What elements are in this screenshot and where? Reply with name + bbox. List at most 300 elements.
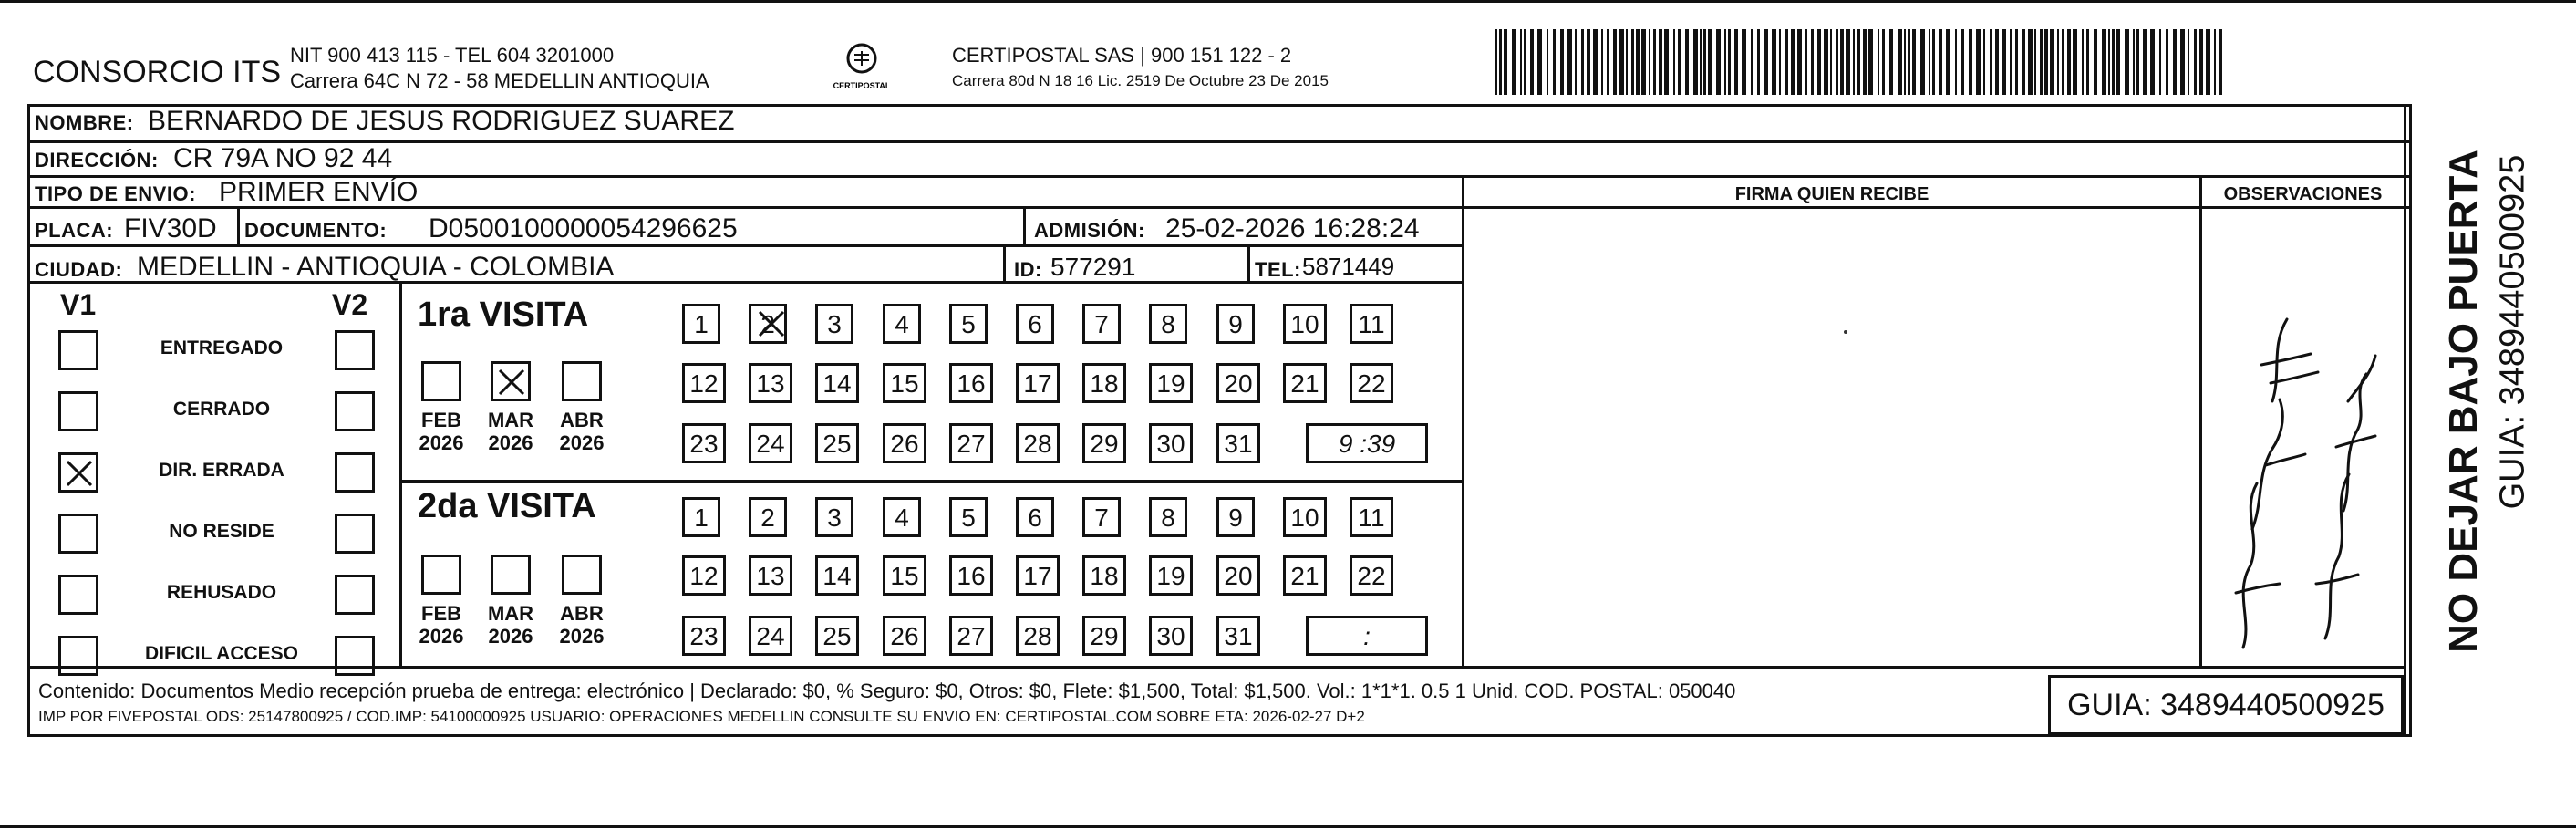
barcode-bar bbox=[2166, 29, 2168, 95]
day-box[interactable] bbox=[815, 555, 859, 596]
barcode-bar bbox=[1613, 29, 1617, 95]
month-label bbox=[483, 602, 538, 648]
admision-label: ADMISIÓN: bbox=[1034, 219, 1145, 242]
barcode-bar bbox=[1631, 29, 1634, 95]
v2-checkbox[interactable] bbox=[335, 636, 375, 676]
month-checkbox[interactable] bbox=[491, 555, 531, 595]
barcode-bar bbox=[1811, 29, 1814, 95]
option-label: CERRADO bbox=[172, 399, 271, 420]
barcode-bar bbox=[2206, 29, 2210, 95]
barcode-bar bbox=[1751, 29, 1753, 95]
day-box[interactable] bbox=[682, 423, 726, 463]
barcode-bar bbox=[1716, 29, 1721, 95]
day-box[interactable] bbox=[815, 497, 853, 537]
column-divider bbox=[1462, 175, 1464, 666]
barcode-bar bbox=[1685, 29, 1689, 95]
day-box[interactable] bbox=[1149, 363, 1193, 403]
month-name: ABR bbox=[560, 409, 604, 431]
day-number: 7 bbox=[1094, 503, 1109, 532]
day-number: 25 bbox=[822, 622, 852, 650]
day-box[interactable] bbox=[749, 304, 787, 344]
v1-checkbox[interactable] bbox=[58, 575, 98, 615]
barcode-bar bbox=[1504, 29, 1507, 95]
month-year: 2026 bbox=[559, 625, 605, 648]
guia-value: GUIA: 3489440500925 bbox=[2067, 688, 2385, 722]
barcode-bar bbox=[1575, 29, 1577, 95]
day-box[interactable] bbox=[1283, 497, 1327, 537]
day-number: 14 bbox=[822, 562, 852, 590]
documento-label: DOCUMENTO: bbox=[244, 219, 388, 242]
ciudad-value: MEDELLIN - ANTIOQUIA - COLOMBIA bbox=[137, 252, 615, 282]
day-box[interactable] bbox=[949, 555, 993, 596]
day-number: 30 bbox=[1156, 622, 1185, 650]
x-mark-icon bbox=[757, 309, 786, 348]
day-box[interactable] bbox=[815, 616, 859, 656]
barcode-bar bbox=[1912, 29, 1916, 95]
day-box[interactable] bbox=[749, 616, 792, 656]
day-number: 1 bbox=[694, 310, 709, 338]
v1-checkbox[interactable] bbox=[58, 452, 98, 493]
barcode-bar bbox=[1547, 29, 1548, 95]
barcode-bar bbox=[1520, 29, 1522, 95]
barcode-bar bbox=[2219, 29, 2222, 95]
day-number: 4 bbox=[895, 503, 909, 532]
barcode-bar bbox=[1560, 29, 1564, 95]
day-box[interactable] bbox=[1016, 363, 1060, 403]
day-number: 30 bbox=[1156, 430, 1185, 458]
v2-checkbox[interactable] bbox=[335, 391, 375, 431]
day-box[interactable] bbox=[1216, 497, 1255, 537]
id-value: 577291 bbox=[1050, 253, 1136, 281]
option-label: ENTREGADO bbox=[160, 337, 284, 358]
barcode-bar bbox=[1929, 29, 1930, 95]
day-number: 28 bbox=[1023, 430, 1052, 458]
day-box[interactable] bbox=[1149, 616, 1193, 656]
day-number: 26 bbox=[890, 622, 919, 650]
day-number: 16 bbox=[957, 369, 986, 398]
first-visit-title: 1ra VISITA bbox=[418, 296, 589, 334]
day-number: 14 bbox=[822, 369, 852, 398]
day-number: 24 bbox=[756, 430, 785, 458]
time-value: 9 :39 bbox=[1338, 430, 1396, 458]
observaciones-header: OBSERVACIONES bbox=[2223, 184, 2383, 204]
barcode-bar bbox=[2050, 29, 2054, 95]
day-number: 11 bbox=[1358, 310, 1385, 338]
barcode-bar bbox=[1785, 29, 1788, 95]
day-box[interactable] bbox=[1016, 616, 1060, 656]
day-number: 22 bbox=[1357, 562, 1386, 590]
firma-header: FIRMA QUIEN RECIBE bbox=[1734, 184, 1929, 204]
time-box[interactable] bbox=[1306, 423, 1428, 463]
barcode-bar bbox=[1757, 29, 1760, 95]
barcode-bar bbox=[2022, 29, 2025, 95]
day-box[interactable] bbox=[883, 423, 926, 463]
x-mark-icon bbox=[497, 368, 526, 401]
day-number: 10 bbox=[1290, 310, 1319, 338]
month-label bbox=[414, 602, 469, 648]
v1-checkbox[interactable] bbox=[58, 514, 98, 554]
day-box[interactable] bbox=[883, 304, 921, 344]
barcode-bar bbox=[1764, 29, 1768, 95]
barcode-bar bbox=[1512, 29, 1516, 95]
documento-value: D0500100000054296625 bbox=[429, 213, 738, 244]
day-box[interactable] bbox=[883, 363, 926, 403]
barcode-bar bbox=[1904, 29, 1906, 95]
barcode-bar bbox=[2073, 29, 2077, 95]
day-number: 31 bbox=[1224, 622, 1253, 650]
v1-label: V1 bbox=[60, 288, 97, 321]
v1-checkbox[interactable] bbox=[58, 330, 98, 370]
barcode-bar bbox=[1853, 29, 1855, 95]
option-label: REHUSADO bbox=[166, 582, 277, 603]
barcode-bar bbox=[2062, 29, 2064, 95]
day-box[interactable] bbox=[1082, 363, 1126, 403]
option-label: DIFICIL ACCESO bbox=[144, 643, 298, 664]
barcode-bar bbox=[1530, 29, 1534, 95]
barcode-bar bbox=[2094, 29, 2097, 95]
day-number: 6 bbox=[1028, 503, 1042, 532]
barcode-bar bbox=[2136, 29, 2139, 95]
barcode-bar bbox=[2057, 29, 2059, 95]
day-number: 11 bbox=[1358, 503, 1385, 532]
day-box[interactable] bbox=[1283, 304, 1327, 344]
barcode-bar bbox=[2173, 29, 2177, 95]
barcode-bar bbox=[2125, 29, 2129, 95]
day-box[interactable] bbox=[1216, 555, 1260, 596]
cell-divider bbox=[1023, 209, 1026, 247]
barcode-bar bbox=[2034, 29, 2036, 95]
day-number: 18 bbox=[1090, 562, 1119, 590]
day-number: 5 bbox=[961, 503, 976, 532]
barcode-bar bbox=[2116, 29, 2120, 95]
day-box[interactable] bbox=[1216, 363, 1260, 403]
cell-divider bbox=[1247, 247, 1250, 284]
month-name: FEB bbox=[421, 602, 461, 625]
barcode-bar bbox=[1882, 29, 1885, 95]
day-box[interactable] bbox=[1350, 555, 1393, 596]
barcode-bar bbox=[1805, 29, 1807, 95]
barcode-bar bbox=[2086, 29, 2089, 95]
day-number: 29 bbox=[1090, 622, 1119, 650]
barcode-bar bbox=[1863, 29, 1867, 95]
day-number: 13 bbox=[756, 369, 785, 398]
v2-checkbox[interactable] bbox=[335, 575, 375, 615]
barcode-bar bbox=[1791, 29, 1795, 95]
admision-value: 25-02-2026 16:28:24 bbox=[1165, 213, 1420, 244]
day-number: 23 bbox=[689, 622, 719, 650]
barcode-bar bbox=[1581, 29, 1584, 95]
placa-label: PLACA: bbox=[35, 219, 114, 242]
month-checkbox[interactable] bbox=[491, 361, 531, 401]
barcode-bar bbox=[1898, 29, 1902, 95]
barcode-bar bbox=[2028, 29, 2033, 95]
day-box[interactable] bbox=[883, 616, 926, 656]
carrier-line-2: Carrera 80d N 18 16 Lic. 2519 De Octubre 23 De 2015 bbox=[952, 72, 1329, 89]
month-label bbox=[414, 409, 469, 454]
month-year: 2026 bbox=[488, 625, 533, 648]
time-box[interactable] bbox=[1306, 616, 1428, 656]
barcode-bar bbox=[1728, 29, 1731, 95]
day-box[interactable] bbox=[1149, 555, 1193, 596]
barcode-bar bbox=[2040, 29, 2043, 95]
time-value: : bbox=[1363, 622, 1371, 650]
day-box[interactable] bbox=[1350, 304, 1393, 344]
barcode-bar bbox=[1932, 29, 1935, 95]
day-box[interactable] bbox=[1016, 497, 1054, 537]
day-number: 28 bbox=[1023, 622, 1052, 650]
month-label bbox=[554, 602, 609, 648]
day-box[interactable] bbox=[1216, 304, 1255, 344]
barcode-bar bbox=[1840, 29, 1844, 95]
company-line-2: Carrera 64C N 72 - 58 MEDELLIN ANTIOQUIA bbox=[290, 69, 709, 92]
column-divider bbox=[2199, 175, 2202, 666]
barcode-bar bbox=[1636, 29, 1640, 95]
day-box[interactable] bbox=[749, 423, 792, 463]
barcode-bar bbox=[2010, 29, 2012, 95]
option-label: NO RESIDE bbox=[169, 521, 274, 542]
day-number: 1 bbox=[694, 503, 709, 532]
day-number: 12 bbox=[689, 369, 719, 398]
day-box[interactable] bbox=[815, 363, 859, 403]
barcode-bar bbox=[1700, 29, 1702, 95]
top-border-line bbox=[0, 0, 2576, 3]
id-label: ID: bbox=[1014, 258, 1042, 281]
barcode-bar bbox=[2180, 29, 2185, 95]
day-number: 12 bbox=[689, 562, 719, 590]
day-number: 17 bbox=[1023, 562, 1052, 590]
barcode-bar bbox=[1824, 29, 1828, 95]
day-box[interactable] bbox=[682, 363, 726, 403]
barcode-bar bbox=[1742, 29, 1746, 95]
day-box[interactable] bbox=[749, 555, 792, 596]
day-number: 7 bbox=[1094, 310, 1109, 338]
barcode-icon bbox=[1495, 29, 2229, 95]
barcode-bar bbox=[2108, 29, 2110, 95]
x-mark-icon bbox=[65, 459, 94, 493]
day-box[interactable] bbox=[1082, 497, 1121, 537]
day-number: 2 bbox=[760, 310, 775, 338]
ciudad-label: CIUDAD: bbox=[35, 258, 123, 281]
day-box[interactable] bbox=[682, 497, 720, 537]
side-warning-text: NO DEJAR BAJO PUERTA bbox=[2441, 150, 2486, 653]
day-number: 8 bbox=[1161, 310, 1175, 338]
day-box[interactable] bbox=[949, 423, 993, 463]
barcode-bar bbox=[1995, 29, 1999, 95]
day-box[interactable] bbox=[1350, 363, 1393, 403]
day-box[interactable] bbox=[1082, 304, 1121, 344]
month-name: MAR bbox=[487, 409, 534, 431]
direccion-value: CR 79A NO 92 44 bbox=[173, 143, 393, 173]
day-number: 24 bbox=[756, 622, 785, 650]
day-box[interactable] bbox=[815, 423, 859, 463]
barcode-bar bbox=[1817, 29, 1821, 95]
day-number: 13 bbox=[756, 562, 785, 590]
barcode-bar bbox=[1983, 29, 1985, 95]
day-box[interactable] bbox=[1149, 497, 1187, 537]
day-number: 21 bbox=[1290, 369, 1319, 398]
barcode-bar bbox=[2102, 29, 2106, 95]
day-box[interactable] bbox=[749, 497, 787, 537]
month-checkbox[interactable] bbox=[421, 555, 461, 595]
day-number: 5 bbox=[961, 310, 976, 338]
barcode-bar bbox=[1495, 29, 1497, 95]
column-divider bbox=[2404, 104, 2406, 737]
day-box[interactable] bbox=[1216, 423, 1260, 463]
day-number: 15 bbox=[890, 369, 919, 398]
month-checkbox[interactable] bbox=[562, 361, 602, 401]
v2-checkbox[interactable] bbox=[335, 452, 375, 493]
day-number: 3 bbox=[827, 310, 842, 338]
day-box[interactable] bbox=[1082, 616, 1126, 656]
day-box[interactable] bbox=[883, 497, 921, 537]
day-box[interactable] bbox=[1283, 363, 1327, 403]
day-number: 17 bbox=[1023, 369, 1052, 398]
barcode-bar bbox=[1734, 29, 1738, 95]
v2-checkbox[interactable] bbox=[335, 330, 375, 370]
barcode-bar bbox=[2214, 29, 2216, 95]
barcode-bar bbox=[1601, 29, 1603, 95]
day-box[interactable] bbox=[949, 616, 993, 656]
footer-line-1: Contenido: Documentos Medio recepción prueba de entrega: electrónico | Declarado: $0, % Seguro: $0, Otros: $0, Flete: $1,500, Total: $1,500. Vol.: 1*1*1. 0.5 1 Unid. COD. POSTAL: 050040 bbox=[38, 680, 1736, 702]
day-number: 16 bbox=[957, 562, 986, 590]
bottom-border-line bbox=[0, 825, 2576, 828]
barcode-bar bbox=[1920, 29, 1925, 95]
day-box[interactable] bbox=[1149, 423, 1193, 463]
v2-checkbox[interactable] bbox=[335, 514, 375, 554]
month-year: 2026 bbox=[419, 625, 464, 648]
visits-divider bbox=[402, 480, 1462, 483]
day-box[interactable] bbox=[1082, 423, 1126, 463]
barcode-bar bbox=[1653, 29, 1656, 95]
day-box[interactable] bbox=[1082, 555, 1126, 596]
day-number: 8 bbox=[1161, 503, 1175, 532]
month-label bbox=[554, 409, 609, 454]
day-box[interactable] bbox=[682, 555, 726, 596]
barcode-bar bbox=[1693, 29, 1698, 95]
side-guia-text: GUIA: 3489440500925 bbox=[2493, 154, 2532, 510]
barcode-bar bbox=[1724, 29, 1726, 95]
barcode-bar bbox=[2143, 29, 2147, 95]
barcode-bar bbox=[2199, 29, 2203, 95]
day-box[interactable] bbox=[949, 497, 988, 537]
certipostal-logo bbox=[830, 40, 894, 95]
stray-dot bbox=[1844, 330, 1847, 334]
barcode-bar bbox=[1836, 29, 1838, 95]
day-number: 20 bbox=[1224, 369, 1253, 398]
day-number: 27 bbox=[957, 430, 986, 458]
barcode-bar bbox=[1703, 29, 1706, 95]
company-name: CONSORCIO ITS bbox=[33, 55, 282, 89]
month-checkbox[interactable] bbox=[562, 555, 602, 595]
day-number: 21 bbox=[1290, 562, 1319, 590]
day-number: 15 bbox=[890, 562, 919, 590]
company-line-1: NIT 900 413 115 - TEL 604 3201000 bbox=[290, 44, 615, 67]
barcode-bar bbox=[1664, 29, 1669, 95]
day-number: 3 bbox=[827, 503, 842, 532]
day-box[interactable] bbox=[949, 304, 988, 344]
barcode-bar bbox=[1499, 29, 1502, 95]
month-name: FEB bbox=[421, 409, 461, 431]
day-box[interactable] bbox=[1016, 555, 1060, 596]
visits-divider bbox=[399, 284, 402, 666]
barcode-bar bbox=[1857, 29, 1860, 95]
day-box[interactable] bbox=[682, 304, 720, 344]
day-box[interactable] bbox=[815, 304, 853, 344]
carrier-line-1: CERTIPOSTAL SAS | 900 151 122 - 2 bbox=[952, 44, 1292, 67]
day-number: 6 bbox=[1028, 310, 1042, 338]
tel-label: TEL: bbox=[1255, 258, 1301, 281]
day-box[interactable] bbox=[883, 555, 926, 596]
barcode-bar bbox=[1772, 29, 1776, 95]
barcode-bar bbox=[1976, 29, 1981, 95]
day-box[interactable] bbox=[1016, 423, 1060, 463]
day-number: 19 bbox=[1156, 369, 1185, 398]
barcode-bar bbox=[1797, 29, 1802, 95]
month-name: MAR bbox=[487, 602, 534, 625]
barcode-bar bbox=[1607, 29, 1609, 95]
barcode-bar bbox=[2150, 29, 2155, 95]
barcode-bar bbox=[1939, 29, 1942, 95]
placa-value: FIV30D bbox=[124, 213, 217, 244]
barcode-bar bbox=[1649, 29, 1650, 95]
barcode-bar bbox=[2067, 29, 2071, 95]
day-number: 29 bbox=[1090, 430, 1119, 458]
day-box[interactable] bbox=[1283, 555, 1327, 596]
barcode-bar bbox=[1868, 29, 1873, 95]
barcode-bar bbox=[2194, 29, 2197, 95]
barcode-bar bbox=[1969, 29, 1972, 95]
barcode-bar bbox=[1553, 29, 1556, 95]
day-number: 2 bbox=[760, 503, 775, 532]
barcode-bar bbox=[1537, 29, 1542, 95]
day-box[interactable] bbox=[1350, 497, 1393, 537]
logo-text: CERTIPOSTAL bbox=[833, 81, 891, 90]
day-number: 31 bbox=[1224, 430, 1253, 458]
cell-divider bbox=[237, 209, 240, 247]
tipo-envio-label: TIPO DE ENVIO: bbox=[35, 182, 196, 205]
day-box[interactable] bbox=[1016, 304, 1054, 344]
day-box[interactable] bbox=[1149, 304, 1187, 344]
barcode-bar bbox=[2002, 29, 2006, 95]
barcode-bar bbox=[2159, 29, 2161, 95]
barcode-bar bbox=[1889, 29, 1893, 95]
tipo-envio-value: PRIMER ENVÍO bbox=[219, 177, 419, 207]
barcode-bar bbox=[1659, 29, 1662, 95]
month-year: 2026 bbox=[559, 431, 605, 454]
day-box[interactable] bbox=[682, 616, 726, 656]
v1-checkbox[interactable] bbox=[58, 636, 98, 676]
barcode-bar bbox=[1846, 29, 1850, 95]
barcode-bar bbox=[1961, 29, 1964, 95]
day-box[interactable] bbox=[1216, 616, 1260, 656]
tel-value: 5871449 bbox=[1302, 253, 1395, 280]
option-label: DIR. ERRADA bbox=[159, 460, 284, 481]
barcode-bar bbox=[1878, 29, 1879, 95]
day-box[interactable] bbox=[749, 363, 792, 403]
v2-label: V2 bbox=[332, 288, 368, 321]
barcode-bar bbox=[1946, 29, 1950, 95]
barcode-bar bbox=[1619, 29, 1624, 95]
month-checkbox[interactable] bbox=[421, 361, 461, 401]
barcode-bar bbox=[1830, 29, 1832, 95]
month-label bbox=[483, 409, 538, 454]
month-year: 2026 bbox=[419, 431, 464, 454]
day-number: 10 bbox=[1290, 503, 1319, 532]
v1-checkbox[interactable] bbox=[58, 391, 98, 431]
day-box[interactable] bbox=[949, 363, 993, 403]
second-visit-title: 2da VISITA bbox=[418, 487, 596, 525]
month-name: ABR bbox=[560, 602, 604, 625]
